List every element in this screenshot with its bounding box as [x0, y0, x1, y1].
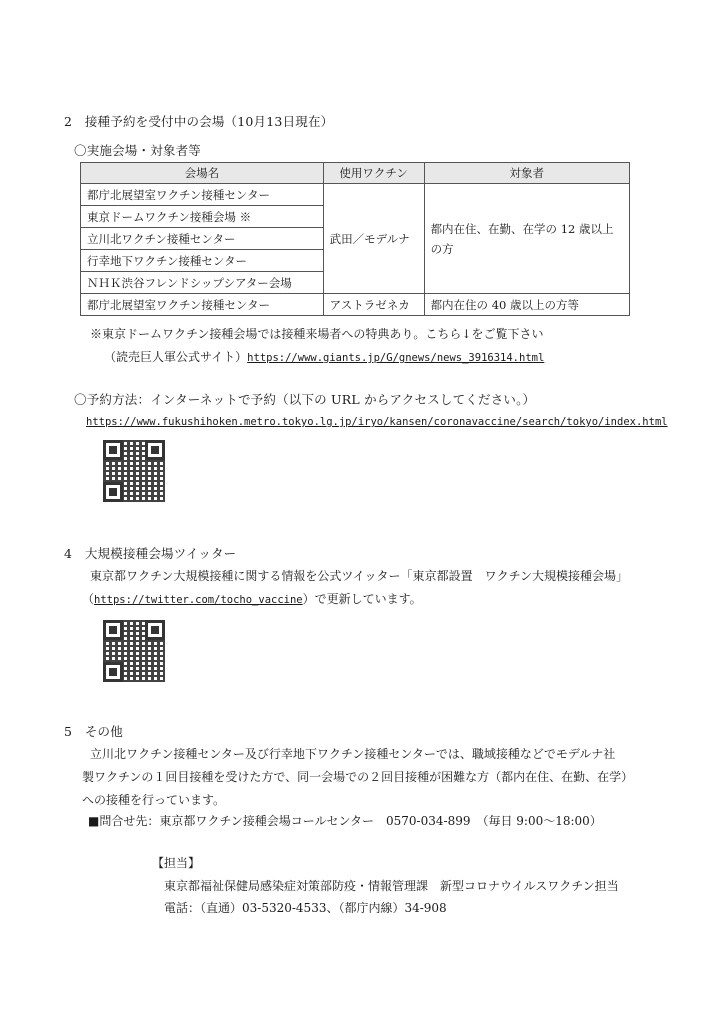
other-line3: への接種を行っています。: [82, 793, 226, 807]
footer-label: 【担当】: [152, 856, 201, 870]
target-cell: 都内在住の 40 歳以上の方等: [424, 294, 629, 316]
venue-cell: ＮＨＫ渋谷フレンドシップシアター会場: [81, 272, 324, 294]
vaccine-cell: アストラゼネカ: [323, 294, 424, 316]
section2-heading: 2 接種予約を受付中の会場（10月13日現在）: [64, 114, 334, 129]
reservation-method: 〇予約方法：インターネットで予約（以下の URL からアクセスしてください。）: [74, 392, 536, 407]
target-group-cell: 都内在住、在勤、在学の 12 歳以上の方: [424, 184, 629, 294]
table-row: [81, 294, 630, 316]
venue-cell: 都庁北展望室ワクチン接種センター: [81, 184, 324, 206]
giants-url-link[interactable]: https://www.giants.jp/G/gnews/news_3916314.html: [247, 352, 545, 364]
giants-site-line: [104, 348, 544, 365]
reservation-qr-code: [103, 440, 165, 502]
footer-department: 東京都福祉保健局感染症対策部防疫・情報管理課 新型コロナウイルスワクチン担当: [164, 879, 619, 893]
paren-open: （: [82, 592, 95, 606]
venue-cell: 立川北ワクチン接種センター: [81, 228, 324, 250]
reservation-url-link[interactable]: https://www.fukushihoken.metro.tokyo.lg.jp/iryo/kansen/coronavaccine/search/tokyo/index.html: [86, 416, 668, 428]
table-row: [81, 184, 630, 206]
table-header-row: [81, 163, 630, 184]
header-vaccine: 使用ワクチン: [323, 163, 424, 184]
tokyo-dome-note: ※東京ドームワクチン接種会場では接種来場者への特典あり。こちら↓をご覧下さい: [90, 327, 544, 341]
vaccine-group-cell: 武田／モデルナ: [323, 184, 424, 294]
twitter-qr-code: [103, 620, 165, 682]
other-line2: 製ワクチンの１回目接種を受けた方で、同一会場での２回目接種が困難な方（都内在住、在勤、在学）: [82, 770, 634, 784]
venues-table: [80, 162, 630, 316]
twitter-line2-suffix: ）で更新しています。: [302, 592, 422, 606]
header-target: 対象者: [424, 163, 629, 184]
header-venue: 会場名: [81, 163, 324, 184]
twitter-url-link[interactable]: https://twitter.com/tocho_vaccine: [94, 594, 303, 606]
section4-heading: 4 大規模接種会場ツイッター: [64, 546, 237, 561]
footer-phone: 電話：（直通）03-5320-4533、（都庁内線）34-908: [164, 901, 447, 915]
venues-subheading: 〇実施会場・対象者等: [74, 143, 202, 158]
other-line1: 立川北ワクチン接種センター及び行幸地下ワクチン接種センターでは、職域接種などでモデルナ社: [90, 747, 616, 761]
twitter-line2: [82, 590, 422, 607]
giants-site-label: （読売巨人軍公式サイト）: [104, 350, 248, 364]
venue-cell: 都庁北展望室ワクチン接種センター: [81, 294, 324, 316]
venue-cell: 東京ドームワクチン接種会場 ※: [81, 206, 324, 228]
contact-line: ■問合せ先：東京都ワクチン接種会場コールセンター 0570-034-899 （毎日 9:00～18:00）: [88, 814, 602, 828]
venue-cell: 行幸地下ワクチン接種センター: [81, 250, 324, 272]
twitter-line1: 東京都ワクチン大規模接種に関する情報を公式ツイッター「東京都設置 ワクチン大規模接種会場」: [90, 569, 628, 583]
section5-heading: 5 その他: [64, 724, 123, 739]
